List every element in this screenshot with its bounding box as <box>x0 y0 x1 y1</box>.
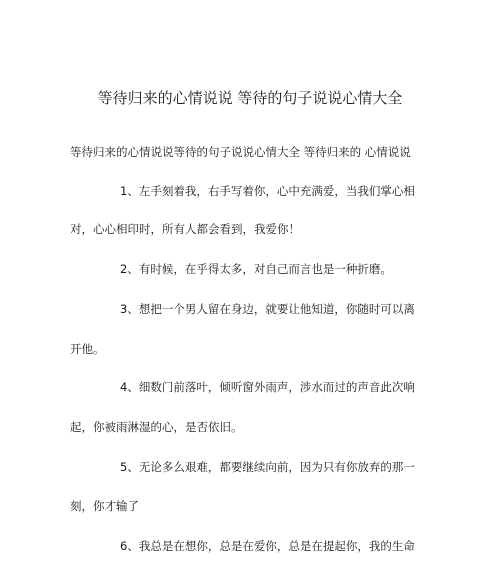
paragraph-line: 开他。 <box>70 342 105 356</box>
paragraph-line: 对，心心相印时，所有人都会看到，我爱你！ <box>70 222 300 236</box>
paragraph-line: 6、我总是在想你，总是在爱你，总是在提起你，我的生命 <box>120 539 415 553</box>
paragraph-line: 2、有时候，在乎得太多，对自己而言也是一种折磨。 <box>120 262 392 276</box>
paragraph-line: 1、左手刻着我，右手写着你，心中充满爱，当我们掌心相 <box>120 184 415 198</box>
paragraph-line: 起，你被雨淋湿的心，是否依旧。 <box>70 420 243 434</box>
paragraph-line: 4、细数门前落叶，倾听窗外雨声，涉水而过的声音此次响 <box>120 380 415 394</box>
document-subtitle: 等待归来的心情说说等待的句子说说心情大全 等待归来的 心情说说 <box>70 145 411 159</box>
document-title: 等待归来的心情说说 等待的句子说说心情大全 <box>97 89 403 107</box>
paragraph-line: 5、无论多么艰难，都要继续向前，因为只有你放弃的那一 <box>120 460 415 474</box>
paragraph-line: 3、想把一个男人留在身边，就要让他知道，你随时可以离 <box>120 302 415 316</box>
paragraph-line: 刻，你才输了 <box>70 499 139 513</box>
